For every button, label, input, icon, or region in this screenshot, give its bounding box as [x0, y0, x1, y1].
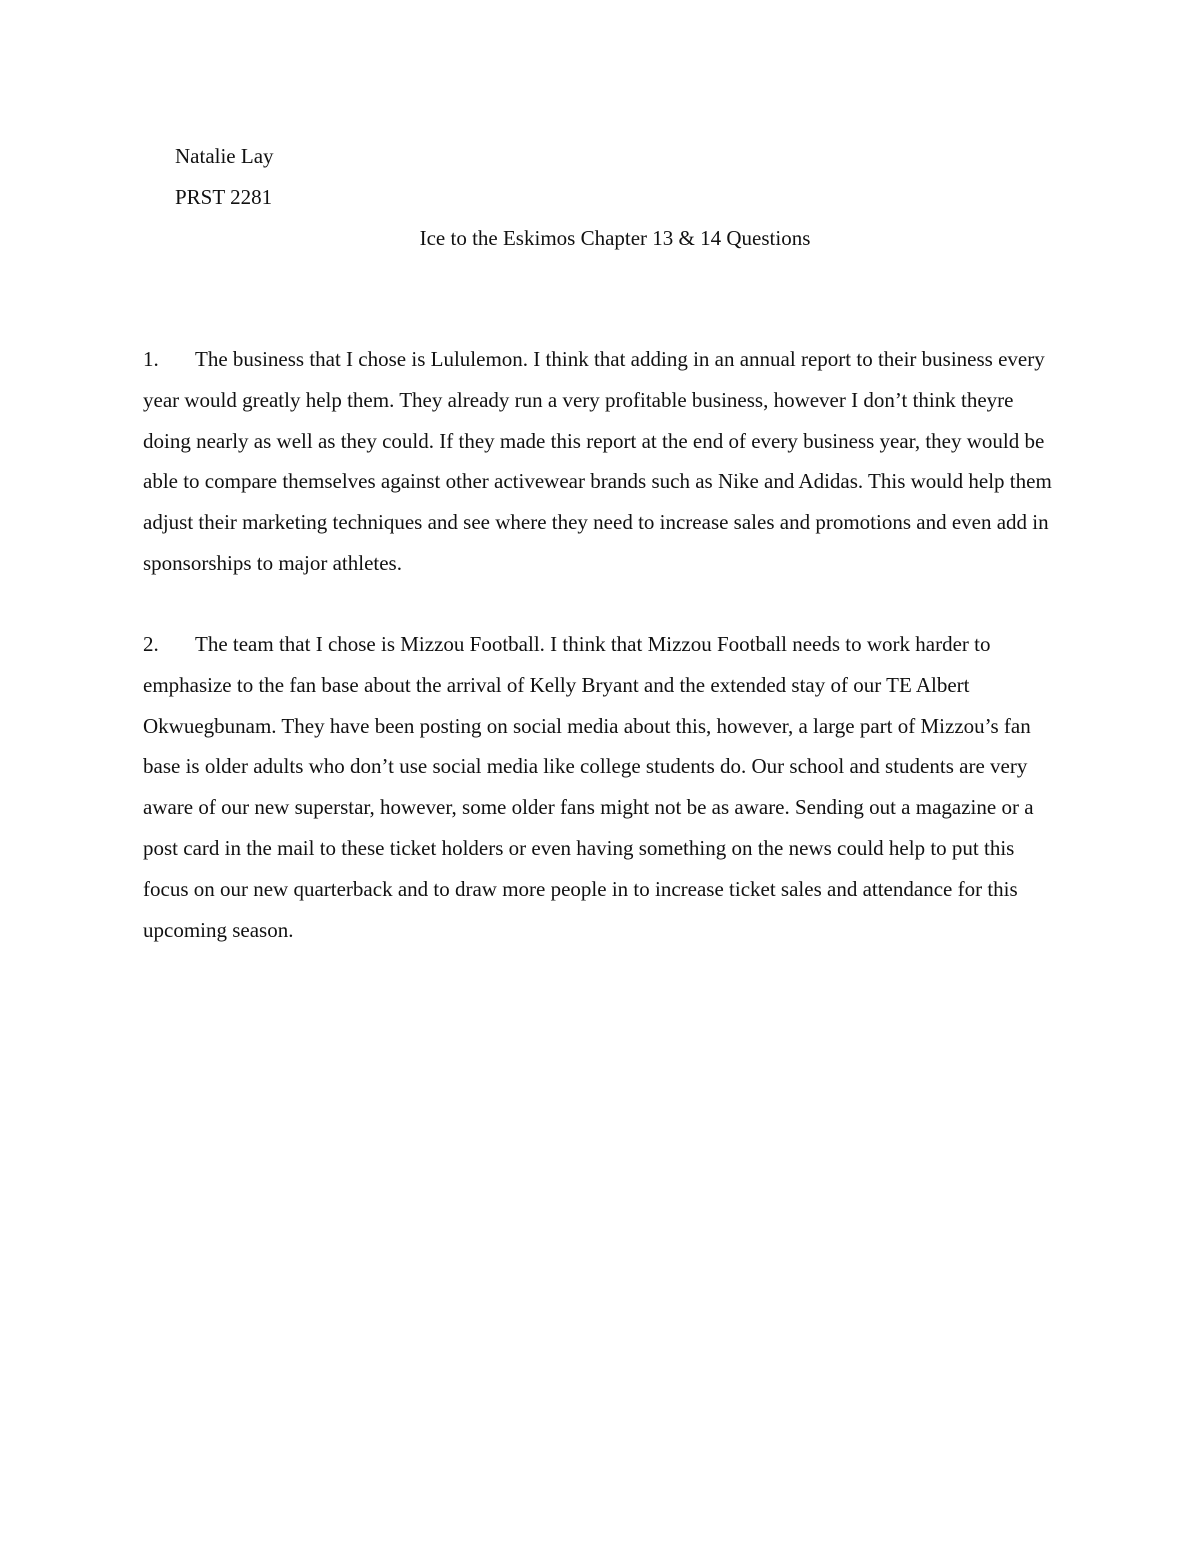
course-code: PRST 2281	[175, 185, 273, 209]
answer-text-1: The business that I chose is Lululemon. I think that adding in an annual report to their business every year would greatly help them. They already run a very profitable business, however I don’t think theyre doing nearly as well as they could. If they made this report at the end of every business year, they would be able to compare themselves against other activewear brands such as Nike and Adidas. This would help them adjust their marketing techniques and see where they need to increase sales and promotions and even add in sponsorships to major athletes.	[143, 347, 1052, 575]
answer-text-2: The team that I chose is Mizzou Football. I think that Mizzou Football needs to work harder to emphasize to the fan base about the arrival of Kelly Bryant and the extended stay of our TE Albert Okwuegbunam. They have been posting on social media about this, however, a large part of Mizzou’s fan base is older adults who don’t use social media like college students do. Our school and students are very aware of our new superstar, however, some older fans might not be as aware. Sending out a magazine or a post card in the mail to these ticket holders or even having something on the news could help to put this focus on our new quarterback and to draw more people in to increase ticket sales and attendance for this upcoming season.	[143, 632, 1034, 942]
answer-number-2: 2.	[143, 632, 159, 656]
document-title: Ice to the Eskimos Chapter 13 & 14 Questions	[419, 226, 811, 250]
answer-paragraph-2	[143, 624, 1063, 950]
answer-number-1: 1.	[143, 347, 159, 371]
author-name: Natalie Lay	[175, 144, 274, 168]
answer-paragraph-1	[143, 339, 1063, 584]
